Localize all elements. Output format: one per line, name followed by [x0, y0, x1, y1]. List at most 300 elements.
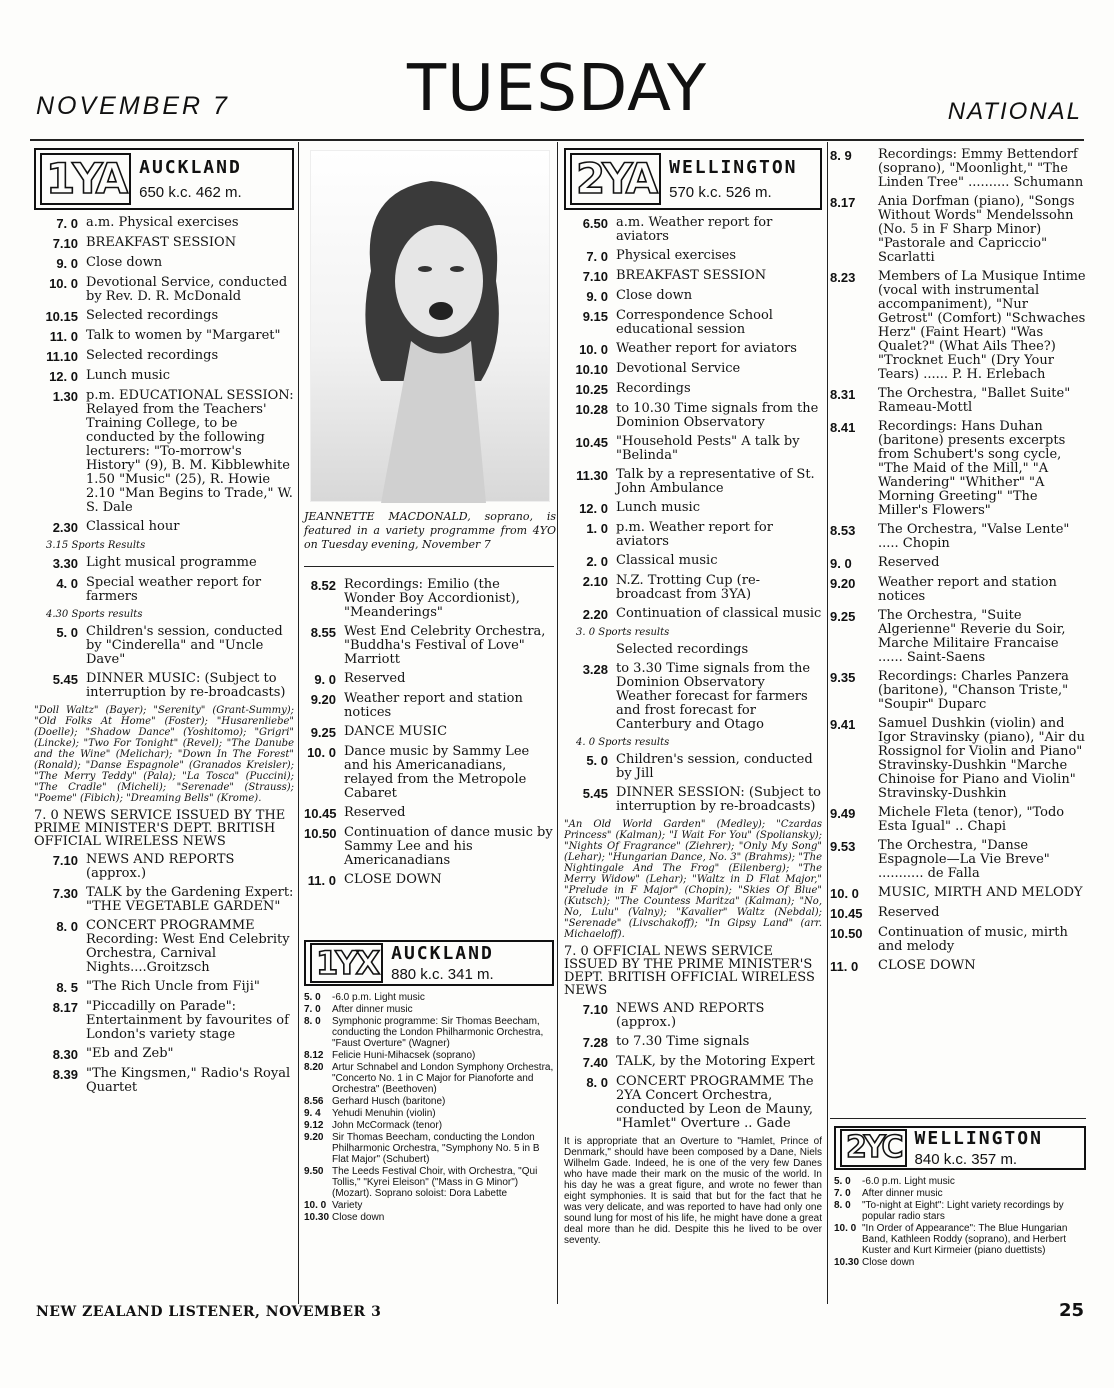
program-time: 10.50	[304, 826, 337, 841]
program-entry	[34, 853, 294, 881]
program-entry	[834, 1223, 1086, 1256]
program-time: 10.30	[834, 1257, 860, 1268]
program-entry	[564, 607, 822, 622]
program-description: West End Celebrity Orchestra, "Buddha's Festival of Love" Marriott	[344, 624, 546, 667]
station-1ya-continued	[304, 578, 554, 893]
program-time: 7.10	[52, 236, 78, 251]
program-time: 5. 0	[56, 625, 78, 640]
program-description: Selected recordings	[86, 348, 219, 363]
program-entry	[830, 387, 1086, 415]
program-time: 8.30	[52, 1047, 78, 1062]
program-description: Weather report and station notices	[344, 691, 523, 720]
program-description: to 10.30 Time signals from the Dominion Observatory	[616, 401, 819, 430]
program-description: Ania Dorfman (piano), "Songs Without Words" Mendelssohn (No. 5 in F Sharp Minor) "Pastorale and Capriccio" Scarlatti	[878, 194, 1075, 265]
program-description: Continuation of dance music by Sammy Lee and his Americanadians	[344, 825, 553, 868]
program-entry	[830, 576, 1086, 604]
program-entry	[34, 389, 294, 515]
program-description: to 3.30 Time signals from the Dominion Observatory Weather forecast for farmers and frost forecast for Canterbury and Otago	[616, 661, 811, 732]
program-description: Reserved	[344, 805, 406, 820]
program-description: Recordings: Emmy Bettendorf (soprano), "Moonlight," "The Linden Tree" .......... Schumann	[878, 148, 1084, 190]
program-entry	[830, 270, 1086, 382]
program-description: "To-night at Eight": Light variety recordings by popular radio stars	[862, 1200, 1064, 1222]
program-description: Members of La Musique Intime (vocal with instrumental accompaniment), "Nur Getrost" (Comfort) "Schwaches Herz" (Faint Heart) "Was Qualet?" (What Ails Thee?) "Trocknet Euch" (Dry Your Tears) ...... P. H. Erlebach	[878, 269, 1086, 382]
program-time: 5. 0	[586, 753, 608, 768]
program-description: Talk to women by "Margaret"	[86, 328, 281, 343]
station-call-sign: 2YC	[840, 1129, 907, 1167]
program-entry	[304, 992, 554, 1003]
program-time: 11. 0	[830, 959, 859, 974]
program-entry	[34, 576, 294, 604]
column-divider	[298, 142, 299, 1304]
program-time: 10. 0	[579, 342, 608, 357]
program-time: 8.20	[304, 1062, 324, 1073]
program-time: 10.45	[304, 806, 337, 821]
program-time: 9.50	[304, 1166, 324, 1177]
program-time: 9. 0	[56, 256, 78, 271]
program-entry	[830, 148, 1086, 190]
program-description: Classical hour	[86, 519, 180, 534]
program-description: The Orchestra, "Valse Lente" ..... Chopin	[878, 522, 1070, 551]
program-time: 9.35	[830, 670, 856, 685]
program-description: Close down	[332, 1212, 385, 1223]
station-banner-2ya	[564, 148, 822, 210]
program-time: 5. 0	[834, 1176, 851, 1187]
program-entry	[304, 1062, 554, 1095]
program-description: The Orchestra, "Danse Espagnole—La Vie Breve" ........... de Falla	[878, 838, 1050, 881]
program-time: 10.15	[45, 309, 78, 324]
station-call-sign: 1YX	[310, 943, 383, 983]
column-divider	[827, 142, 828, 1304]
program-description: Children's session, conducted by Jill	[616, 752, 813, 781]
program-description: "Piccadilly on Parade": Entertainment by favourites of London's variety stage	[86, 999, 289, 1042]
program-description: Recordings	[616, 381, 691, 396]
program-entry	[34, 980, 294, 995]
station-frequency: 840 k.c. 357 m.	[914, 1151, 1018, 1168]
program-description: Variety	[332, 1200, 363, 1211]
program-description: Selected recordings	[616, 642, 749, 657]
program-entry	[34, 1000, 294, 1042]
program-time: 9.49	[830, 806, 856, 821]
program-entry	[564, 289, 822, 304]
section-rule	[830, 1118, 1086, 1119]
program-time: 11. 0	[307, 873, 336, 888]
program-entry	[830, 926, 1086, 954]
program-entry	[564, 501, 822, 516]
program-time: 10. 0	[49, 276, 78, 291]
station-1yx-section	[304, 940, 554, 1224]
program-description: "In Order of Appearance": The Blue Hungarian Band, Kathleen Roddy (soprano), and Herbert Kuster and Kurt Kirmeier (piano duettists)	[862, 1223, 1068, 1256]
program-entry	[304, 692, 554, 720]
program-entry	[304, 578, 554, 620]
program-time: 7.10	[52, 853, 78, 868]
program-description: a.m. Weather report for aviators	[616, 215, 773, 244]
program-entry	[34, 276, 294, 304]
program-entry	[834, 1188, 1086, 1199]
program-time: 9.15	[582, 309, 608, 324]
portrait-illustration	[311, 151, 551, 503]
station-2ya-column	[564, 148, 822, 1332]
program-description: NEWS AND REPORTS (approx.)	[616, 1001, 765, 1030]
program-entry	[830, 670, 1086, 712]
dinner-music-list: "An Old World Garden" (Medley); "Czardas Princess" (Kalman); "I Wait For You" (Spoliansky); "Nights Of Fragrance" (Ziehrer); "Only My Song" (Lehar); "Hungarian Dance, No. 3" (Brahms); "The Nightingale And The Frog" (Eilenberg); "The Merry Widow" (Lehar); "Waltz in D Flat Major," "Prelude in F Major" (Chopin); "Skies Of Blue" (Kutsch); "The Countess Maritza" (Kalman); "No, No, Lulu" (Valny); "Kavalier" Waltz (Nebdal); "Serenade" (Livschakoff); "In Gipsy Land" (arr. Michaeloff).	[564, 819, 822, 940]
program-entry	[34, 556, 294, 571]
station-banner-1ya	[34, 148, 294, 210]
station-frequency: 570 k.c. 526 m.	[669, 184, 772, 201]
program-entry	[834, 1200, 1086, 1222]
program-description: Reserved	[344, 671, 406, 686]
program-description: The Orchestra, "Suite Algerienne" Reverie du Soir, Marche Militaire Francaise ...... Saint-Saens	[878, 608, 1066, 665]
program-time: 2.30	[52, 520, 78, 535]
program-time: 8. 0	[56, 919, 78, 934]
program-entry	[304, 725, 554, 740]
program-entry	[564, 1075, 822, 1131]
program-description: p.m. EDUCATIONAL SESSION: Relayed from the Teachers' Training College, to be conducted by the following lecturers: "To-morrow's History" (9), B. M. Kibblewhite 1.50 "Music" (25), R. Howie 2.10 "Man Begins to Trade," W. S. Dale	[86, 388, 294, 515]
program-entry	[304, 672, 554, 687]
program-entry	[34, 1047, 294, 1062]
station-frequency: 650 k.c. 462 m.	[139, 184, 242, 201]
station-2ya-continued-column	[830, 148, 1086, 1118]
program-time: 2. 0	[586, 554, 608, 569]
program-time: 7. 0	[56, 216, 78, 231]
program-entry	[34, 216, 294, 231]
station-name: WELLINGTON	[914, 1128, 1043, 1149]
station-name: AUCKLAND	[391, 943, 494, 964]
program-description: After dinner music	[332, 1004, 413, 1015]
program-entry	[34, 672, 294, 700]
program-entry	[830, 886, 1086, 901]
program-description: Recordings: Hans Duhan (baritone) presents excerpts from Schubert's song cycle, "The Maid of the Mill," "A Wandering" "Whither" "A Morning Greeting" "The Miller's Flowers"	[878, 419, 1066, 518]
program-entry	[304, 1004, 554, 1015]
program-entry	[564, 342, 822, 357]
program-description: Weather report for aviators	[616, 341, 797, 356]
program-time: 5. 0	[304, 992, 321, 1003]
program-description: Special weather report for farmers	[86, 575, 262, 604]
sports-results-note: 3.15 Sports Results	[46, 540, 146, 551]
program-description: CLOSE DOWN	[878, 958, 976, 973]
program-time: 6.50	[582, 216, 608, 231]
sports-results-note: 3. 0 Sports results	[576, 627, 670, 638]
program-time: 10.45	[575, 435, 608, 450]
program-description: Reserved	[878, 555, 940, 570]
station-frequency: 880 k.c. 341 m.	[391, 966, 494, 983]
program-description: Artur Schnabel and London Symphony Orchestra, "Concerto No. 1 in C Major for Pianoforte and Orchestra" (Beethoven)	[332, 1062, 554, 1095]
program-entry	[564, 362, 822, 377]
program-time: 7.30	[52, 886, 78, 901]
program-time: 9.20	[304, 1132, 324, 1143]
program-description: Devotional Service	[616, 361, 741, 376]
program-entry	[564, 382, 822, 397]
program-description: CONCERT PROGRAMME Recording: West End Celebrity Orchestra, Carnival Nights....Groitzsch	[86, 918, 290, 975]
program-description: CLOSE DOWN	[344, 872, 442, 887]
program-entry	[564, 753, 822, 781]
program-entry	[304, 1108, 554, 1119]
program-entry	[34, 886, 294, 914]
program-time: 9.20	[310, 692, 336, 707]
program-time: 8.56	[304, 1096, 324, 1107]
program-entry	[830, 609, 1086, 665]
program-description: Continuation of music, mirth and melody	[878, 925, 1068, 954]
program-description: NEWS AND REPORTS (approx.)	[86, 852, 235, 881]
program-time: 10. 0	[834, 1223, 857, 1234]
program-description: p.m. Weather report for aviators	[616, 520, 773, 549]
issue-date: NOVEMBER 7	[36, 92, 230, 120]
program-entry	[830, 195, 1086, 265]
station-1ya-column	[34, 148, 294, 1332]
program-description: Reserved	[878, 905, 940, 920]
program-time: 1.30	[52, 389, 78, 404]
program-time: 7. 0	[586, 249, 608, 264]
program-entry	[830, 556, 1086, 571]
program-time: 8.23	[830, 270, 856, 285]
program-description: TALK by the Gardening Expert: "THE VEGETABLE GARDEN"	[86, 885, 294, 914]
station-name: AUCKLAND	[139, 157, 242, 178]
program-time: 10.10	[575, 362, 608, 377]
program-time: 9.12	[304, 1120, 324, 1131]
program-time: 5.45	[52, 672, 78, 687]
program-entry	[830, 806, 1086, 834]
program-time: 10. 0	[304, 1200, 327, 1211]
program-entry	[564, 786, 822, 814]
program-description: Light musical programme	[86, 555, 257, 570]
program-time: 8.41	[830, 420, 856, 435]
station-call-sign: 1YA	[40, 153, 131, 205]
header-rule	[30, 139, 1084, 141]
program-description: DINNER MUSIC: (Subject to interruption by re-broadcasts)	[86, 671, 286, 700]
program-time: 10. 0	[307, 745, 336, 760]
program-entry	[34, 256, 294, 271]
program-description: Classical music	[616, 553, 718, 568]
program-description: Talk by a representative of St. John Ambulance	[616, 467, 815, 496]
program-entry	[304, 873, 554, 888]
program-entry	[830, 717, 1086, 801]
program-description: Physical exercises	[616, 248, 737, 263]
program-description: The Orchestra, "Ballet Suite" Rameau-Mottl	[878, 386, 1071, 415]
program-description: Gerhard Husch (baritone)	[332, 1096, 446, 1107]
program-description: The Leeds Festival Choir, with Orchestra, "Qui Tollis," "Kyrei Eleison" ("Mass in G Minor") (Mozart). Soprano soloist: Dora Labette	[332, 1166, 538, 1199]
program-entry	[304, 826, 554, 868]
program-time: 7.10	[582, 1002, 608, 1017]
program-entry	[564, 309, 822, 337]
program-entry	[304, 745, 554, 801]
program-entry	[830, 906, 1086, 921]
program-entry	[564, 1055, 822, 1070]
program-entry	[304, 1050, 554, 1061]
program-entry	[830, 839, 1086, 881]
program-time: 9.25	[830, 609, 856, 624]
program-description: TALK, by the Motoring Expert	[616, 1054, 815, 1069]
program-entry	[830, 420, 1086, 518]
program-description: Symphonic programme: Sir Thomas Beecham, conducting the London Philharmonic Orchestra, "Faust Overture" (Wagner)	[332, 1016, 544, 1049]
program-time: 2.20	[582, 607, 608, 622]
program-entry	[34, 369, 294, 384]
program-description: Children's session, conducted by "Cinderella" and "Uncle Dave"	[86, 624, 283, 667]
program-entry	[34, 329, 294, 344]
program-entry	[830, 959, 1086, 974]
program-time: 11.30	[576, 468, 608, 483]
program-time: 9.41	[830, 717, 856, 732]
program-time: 3.30	[52, 556, 78, 571]
program-description: Samuel Dushkin (violin) and Igor Stravinsky (piano), "Air du Rossignol for Violin and Piano" Stravinsky-Dushkin "Marche Chinoise for Piano and Violin" Stravinsky-Dushkin	[878, 716, 1086, 801]
program-description: Michele Fleta (tenor), "Todo Esta Igual" .. Chapi	[878, 805, 1065, 834]
program-entry	[564, 249, 822, 264]
program-entry	[304, 1016, 554, 1049]
program-time: 11. 0	[49, 329, 78, 344]
program-entry	[304, 1120, 554, 1131]
program-entry	[564, 468, 822, 496]
program-entry	[304, 1096, 554, 1107]
program-description: BREAKFAST SESSION	[616, 268, 767, 283]
program-time: 11.10	[46, 349, 78, 364]
program-entry	[564, 216, 822, 244]
photo-caption: JEANNETTE MACDONALD, soprano, is featured in a variety programme from 4YO on Tuesday evening, November 7	[304, 510, 556, 551]
column-divider	[557, 142, 558, 1304]
program-entry	[304, 1132, 554, 1165]
program-time: 7. 0	[304, 1004, 321, 1015]
program-description: DANCE MUSIC	[344, 724, 448, 739]
program-entry	[34, 520, 294, 535]
dinner-music-list: "Doll Waltz" (Bayer); "Serenity" (Grant-Summy); "Old Folks At Home" (Foster); "Husarenliebe" (Doelle); "Shadow Dance" (Yoshitomo); "Grigri" (Lincke); "Two For Tonight" (Revel); "The Danube and the Wine" (Melichar); "Down In The Forest" (Ronald); "Danse Espagnole" (Granados Kreisler); "The Merry Teddy" (Pala); "La Tosca" (Puccini); "The Cradle" (Micheli); "Serenade" (Strauss); "Poeme" (Fibich); "Dreaming Bells" (Krome).	[34, 705, 294, 804]
program-time: 8. 9	[830, 148, 852, 163]
program-time: 8.39	[52, 1067, 78, 1082]
program-description: "The Rich Uncle from Fiji"	[86, 979, 260, 994]
program-description: Correspondence School educational session	[616, 308, 773, 337]
program-note: It is appropriate that an Overture to "Hamlet, Prince of Denmark," should have been composed by a Dane, Niels Wilhelm Gade. Indeed, he is one of the very few Danes who have made their mark on the music of the world. In his day he was a great figure, and wrote no fewer than eight symphonies. It is said that but for the fact that he was very delicate, and was reported to have had only one sound lung for most of his life, he might have done a great deal more than he did. Despite this he lived to be over seventy.	[564, 1136, 822, 1246]
program-entry	[564, 662, 822, 732]
program-time: 8. 0	[304, 1016, 321, 1027]
program-time: 12. 0	[49, 369, 78, 384]
program-description: Close down	[862, 1257, 915, 1268]
caption-rule	[304, 566, 554, 567]
program-time: 7.28	[582, 1035, 608, 1050]
program-time: 8.17	[52, 1000, 78, 1015]
program-description: "Household Pests" A talk by "Belinda"	[616, 434, 800, 463]
program-time: 10.28	[575, 402, 608, 417]
program-description: MUSIC, MIRTH AND MELODY	[878, 885, 1083, 900]
program-time: 8. 0	[834, 1200, 851, 1211]
program-time: 9.53	[830, 839, 856, 854]
sports-results-note: 4.30 Sports results	[46, 609, 143, 620]
program-description: Felicie Huni-Mihacsek (soprano)	[332, 1050, 476, 1061]
program-description: Weather report and station notices	[878, 575, 1057, 604]
program-time: 9. 0	[314, 672, 336, 687]
station-banner-2yc	[834, 1126, 1086, 1170]
program-entry	[830, 523, 1086, 551]
program-entry	[564, 402, 822, 430]
program-description: Dance music by Sammy Lee and his Americanadians, relayed from the Metropole Cabaret	[344, 744, 530, 801]
program-entry	[564, 269, 822, 284]
program-time: 8.55	[310, 625, 336, 640]
program-description: DINNER SESSION: (Subject to interruption by re-broadcasts)	[616, 785, 821, 814]
program-entry	[564, 643, 822, 657]
program-entry	[564, 574, 822, 602]
program-description: Recordings: Emilio (the Wonder Boy Accordionist), "Meanderings"	[344, 577, 520, 620]
program-entry	[834, 1176, 1086, 1187]
program-description: CONCERT PROGRAMME The 2YA Concert Orchestra, conducted by Leon de Mauny, "Hamlet" Overture .. Gade	[616, 1074, 814, 1131]
program-time: 1. 0	[586, 521, 608, 536]
program-entry	[564, 554, 822, 569]
program-description: -6.0 p.m. Light music	[332, 992, 425, 1003]
news-service: 7. 0 OFFICIAL NEWS SERVICE ISSUED BY THE PRIME MINISTER'S DEPT. BRITISH OFFICIAL WIRELESS NEWS	[564, 944, 815, 998]
station-call-sign: 2YA	[570, 153, 661, 205]
program-description: Close down	[86, 255, 163, 270]
news-service: 7. 0 NEWS SERVICE ISSUED BY THE PRIME MINISTER'S DEPT. BRITISH OFFICIAL WIRELESS NEWS	[34, 808, 286, 849]
program-time: 8. 5	[56, 980, 78, 995]
program-time: 5.45	[582, 786, 608, 801]
program-entry	[304, 1200, 554, 1211]
program-time: 7.10	[582, 269, 608, 284]
program-time: 10.50	[830, 926, 863, 941]
program-time: 2.10	[582, 574, 608, 589]
program-time: 8.17	[830, 195, 856, 210]
program-time: 7. 0	[834, 1188, 851, 1199]
program-time: 10.45	[830, 906, 863, 921]
program-time: 9. 4	[304, 1108, 321, 1119]
program-description: Lunch music	[616, 500, 700, 515]
program-time: 9.25	[310, 725, 336, 740]
program-description: to 7.30 Time signals	[616, 1034, 750, 1049]
program-time: 9.20	[830, 576, 856, 591]
program-entry	[304, 806, 554, 821]
program-time: 10. 0	[830, 886, 859, 901]
portrait-photo	[310, 150, 550, 502]
program-entry	[304, 625, 554, 667]
program-description: "The Kingsmen," Radio's Royal Quartet	[86, 1066, 291, 1095]
footer-publication: NEW ZEALAND LISTENER, NOVEMBER 3	[36, 1304, 382, 1320]
program-entry	[304, 1166, 554, 1199]
program-description: After dinner music	[862, 1188, 943, 1199]
program-description: Continuation of classical music	[616, 606, 822, 621]
program-entry	[564, 435, 822, 463]
program-time: 10.30	[304, 1212, 330, 1223]
program-description: Recordings: Charles Panzera (baritone), "Chanson Triste," "Soupir" Duparc	[878, 669, 1069, 712]
program-entry	[304, 1212, 554, 1223]
program-entry	[564, 1035, 822, 1050]
program-description: BREAKFAST SESSION	[86, 235, 237, 250]
program-description: John McCormack (tenor)	[332, 1120, 443, 1131]
station-banner-1yx	[304, 940, 554, 986]
program-time: 3.28	[582, 662, 608, 677]
program-description: a.m. Physical exercises	[86, 215, 239, 230]
program-time: 9. 0	[830, 556, 852, 571]
program-description: Sir Thomas Beecham, conducting the London Philharmonic Orchestra, "Symphony No. 5 in B Flat Major" (Schubert)	[332, 1132, 540, 1165]
program-description: Yehudi Menuhin (violin)	[332, 1108, 436, 1119]
program-time: 8.52	[310, 578, 336, 593]
program-entry	[34, 236, 294, 251]
sports-results-note: 4. 0 Sports results	[576, 737, 670, 748]
program-time: 9. 0	[586, 289, 608, 304]
section-label: NATIONAL	[947, 98, 1082, 125]
program-description: Devotional Service, conducted by Rev. D. R. McDonald	[86, 275, 288, 304]
program-time: 7.40	[582, 1055, 608, 1070]
program-entry	[34, 1067, 294, 1095]
program-description: N.Z. Trotting Cup (re-broadcast from 3YA)	[616, 573, 761, 602]
program-description: Selected recordings	[86, 308, 219, 323]
station-name: WELLINGTON	[669, 157, 798, 178]
program-time: 12. 0	[579, 501, 608, 516]
program-time: 4. 0	[56, 576, 78, 591]
program-entry	[34, 919, 294, 975]
program-entry	[564, 521, 822, 549]
station-2yc-section	[834, 1126, 1086, 1269]
program-time: 10.25	[575, 382, 608, 397]
program-entry	[834, 1257, 1086, 1268]
program-time: 8.31	[830, 387, 856, 402]
page-title: TUESDAY	[406, 52, 708, 126]
program-description: Close down	[616, 288, 693, 303]
program-time: 8.53	[830, 523, 856, 538]
program-time: 8.12	[304, 1050, 324, 1061]
page-number: 25	[1058, 1300, 1084, 1321]
